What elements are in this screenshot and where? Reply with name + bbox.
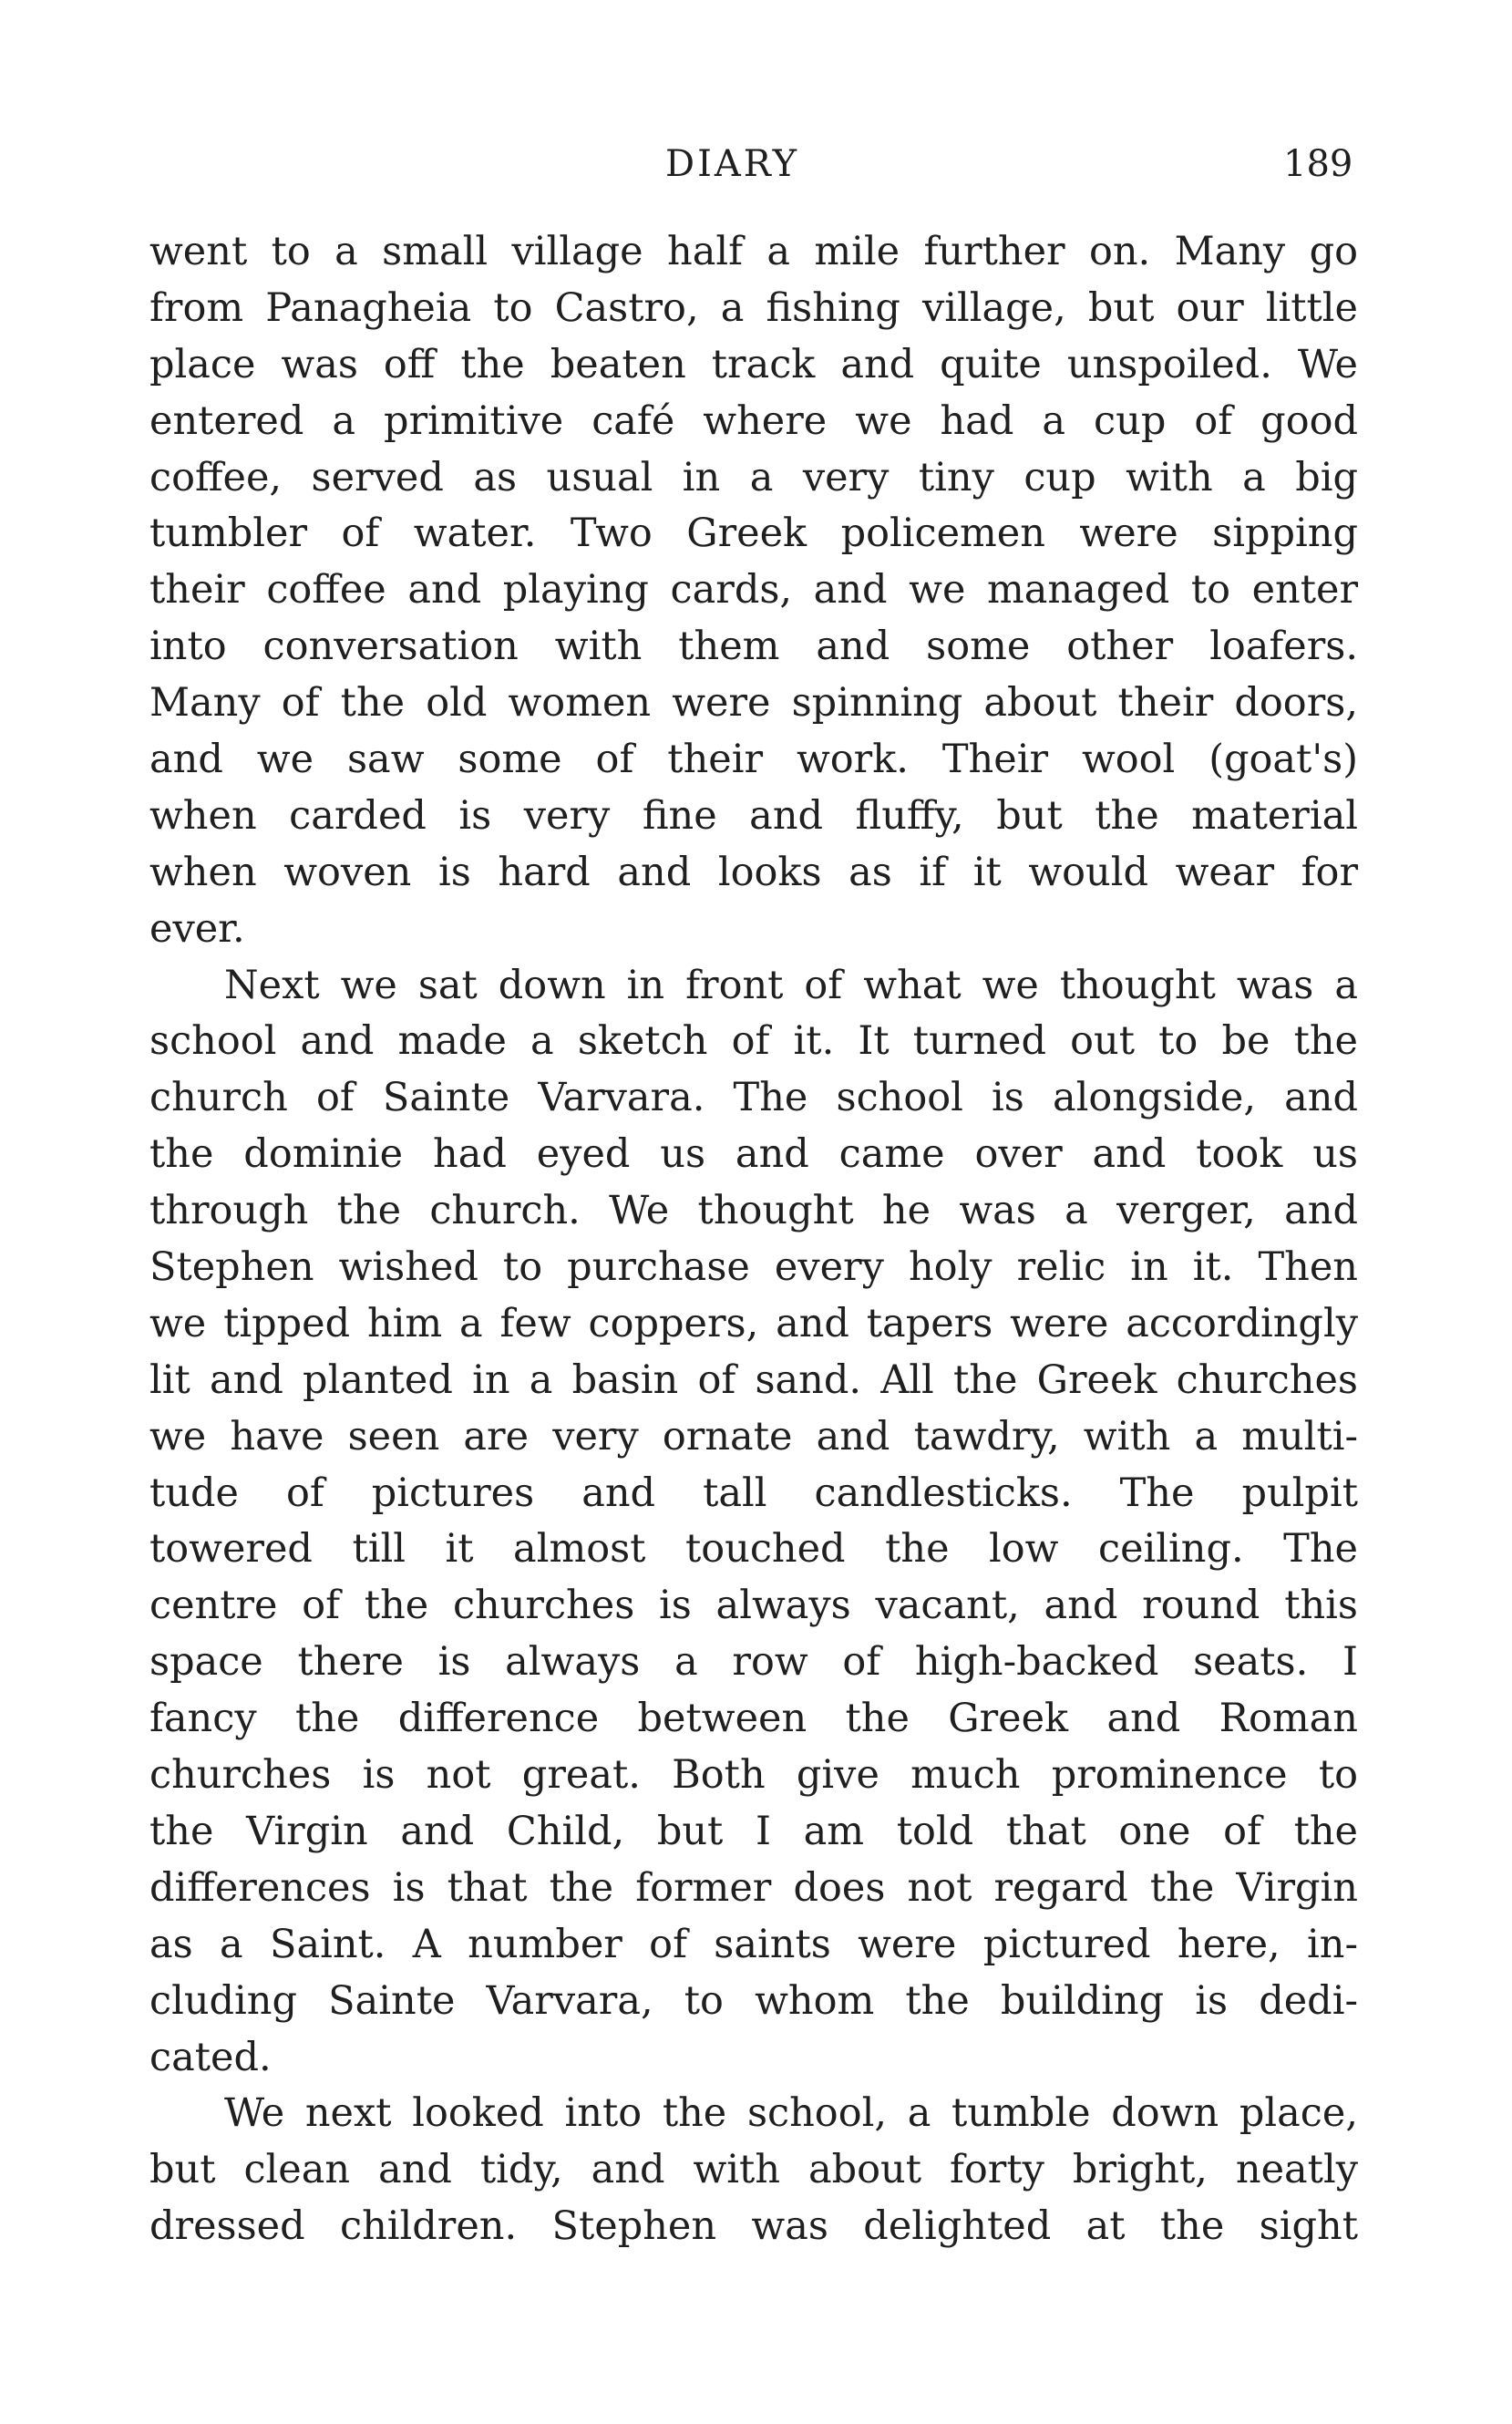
text-line: tumbler of water. Two Greek policemen were sipping: [149, 511, 1358, 557]
text-line: through the church. We thought he was a verger, and: [149, 1188, 1358, 1234]
text-line: from Panagheia to Castro, a fishing village, but our little: [149, 284, 1358, 331]
text-line: centre of the churches is always vacant, and round this: [149, 1583, 1358, 1629]
text-line: towered till it almost touched the low ceiling. The: [149, 1526, 1358, 1573]
text-line: entered a primitive café where we had a cup of good: [149, 397, 1358, 444]
text-line: went to a small village half a mile further on. Many go: [149, 229, 1358, 274]
text-line: fancy the difference between the Greek and Roman: [149, 1696, 1358, 1742]
text-line: coffee, served as usual in a very tiny cup with a big: [149, 454, 1358, 500]
text-line: church of Sainte Varvara. The school is alongside, and: [149, 1075, 1358, 1121]
text-line: Stephen wished to purchase every holy relic in it. Then: [149, 1244, 1358, 1291]
text-line: dressed children. Stephen was delighted at the sight: [149, 2203, 1358, 2250]
text-line: school and made a sketch of it. It turned out to be the: [149, 1018, 1358, 1065]
paragraph-first-line: Next we sat down in front of what we thought was a: [224, 962, 1358, 1008]
text-line: cluding Sainte Varvara, to whom the building is dedi-: [149, 1977, 1358, 2024]
text-line: place was off the beaten track and quite unspoiled. We: [149, 341, 1358, 387]
paragraph-end-line: cated.: [149, 2034, 272, 2080]
paragraph-end-line: ever.: [149, 905, 245, 952]
text-line: but clean and tidy, and with about forty bright, neatly: [149, 2147, 1358, 2193]
text-line: space there is always a row of high-backed seats. I: [149, 1639, 1358, 1686]
text-line: when woven is hard and looks as if it would wear for: [149, 849, 1358, 895]
page-number: 189: [1283, 143, 1353, 185]
text-line: as a Saint. A number of saints were pictured here, in-: [149, 1921, 1358, 1967]
page-header: [0, 137, 1512, 191]
text-line: lit and planted in a basin of sand. All the Greek churches: [149, 1356, 1358, 1403]
paragraph-first-line: We next looked into the school, a tumble down place,: [224, 2090, 1358, 2137]
text-line: differences is that the former does not regard the Virgin: [149, 1864, 1358, 1911]
running-title: DIARY: [665, 143, 800, 185]
text-line: the dominie had eyed us and came over and took us: [149, 1131, 1358, 1178]
text-line: their coffee and playing cards, and we managed to enter: [149, 567, 1358, 614]
text-line: churches is not great. Both give much prominence to: [149, 1752, 1358, 1799]
text-line: and we saw some of their work. Their wool (goat's): [149, 737, 1358, 783]
body-text: [149, 224, 1358, 2255]
text-line: Many of the old women were spinning about their doors,: [149, 680, 1358, 727]
text-line: when carded is very fine and fluffy, but the material: [149, 792, 1358, 839]
text-line: we tipped him a few coppers, and tapers were accordingly: [149, 1300, 1358, 1346]
text-line: into conversation with them and some other loafers.: [149, 624, 1358, 670]
text-line: the Virgin and Child, but I am told that one of the: [149, 1808, 1358, 1854]
text-line: tude of pictures and tall candlesticks. The pulpit: [149, 1470, 1358, 1516]
text-line: we have seen are very ornate and tawdry, with a multi-: [149, 1413, 1358, 1460]
